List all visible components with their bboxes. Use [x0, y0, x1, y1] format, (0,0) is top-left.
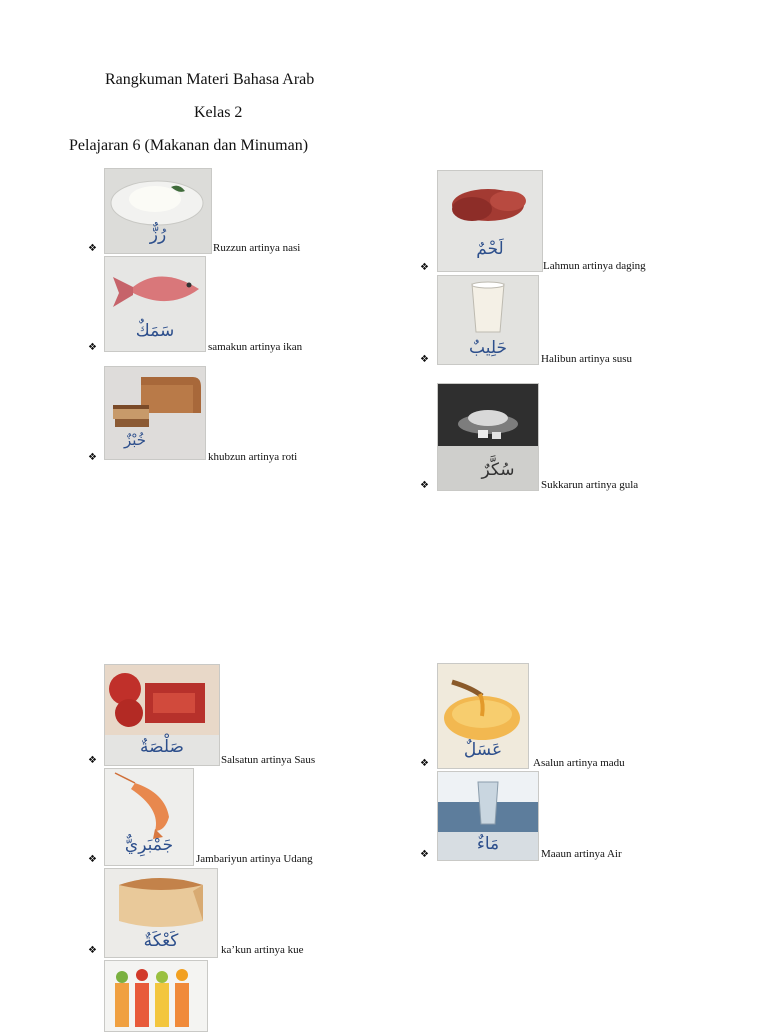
arabic-word: جَمْبَرِيٌّ — [124, 835, 174, 855]
vocab-caption: Maaun artinya Air — [541, 848, 622, 860]
vocab-caption: Salsatun artinya Saus — [221, 754, 316, 766]
lesson-title: Pelajaran 6 (Makanan dan Minuman) — [69, 137, 309, 154]
juice-glasses-icon — [105, 961, 207, 1031]
grade-label: Kelas 2 — [194, 104, 243, 121]
bullet-icon: ❖ — [88, 243, 97, 254]
bullet-icon: ❖ — [88, 452, 97, 463]
shrimp-picture-card — [104, 768, 194, 866]
sugar-picture-card — [437, 383, 539, 491]
arabic-word: لَحْمٌ — [476, 239, 504, 259]
vocab-caption: Lahmun artinya daging — [543, 260, 646, 272]
vocab-caption: Asalun artinya madu — [533, 757, 625, 769]
bullet-icon: ❖ — [420, 849, 429, 860]
vocab-caption: Halibun artinya susu — [541, 353, 633, 365]
bullet-icon: ❖ — [420, 758, 429, 769]
bullet-icon: ❖ — [420, 354, 429, 365]
arabic-word: خُبْزٌ — [123, 431, 147, 449]
bullet-icon: ❖ — [88, 945, 97, 956]
water-picture-card — [437, 771, 539, 861]
vocab-caption: ka’kun artinya kue — [221, 944, 304, 956]
vocab-caption: Ruzzun artinya nasi — [213, 242, 301, 254]
arabic-word: سَمَكٌ — [135, 321, 175, 341]
vocab-caption: Jambariyun artinya Udang — [196, 853, 313, 865]
sauce-picture-card — [104, 664, 220, 766]
bullet-icon: ❖ — [420, 262, 429, 273]
vocab-caption: samakun artinya ikan — [208, 341, 303, 353]
vocab-caption: khubzun artinya roti — [208, 451, 298, 463]
fish-picture-card — [104, 256, 206, 352]
arabic-word: عَسَلٌ — [463, 740, 503, 760]
juice-picture-card — [104, 960, 208, 1032]
meat-picture-card — [437, 170, 543, 272]
arabic-word: رُزٌّ — [149, 225, 167, 245]
bread-picture-card — [104, 366, 206, 460]
arabic-word: صَلْصَةٌ — [140, 737, 184, 757]
bullet-icon: ❖ — [88, 755, 97, 766]
arabic-word: سُكَّرٌ — [481, 460, 515, 480]
arabic-word: كَعْكَةٌ — [143, 931, 179, 951]
arabic-word: مَاءٌ — [476, 834, 500, 854]
rice-picture-card — [104, 168, 212, 254]
bullet-icon: ❖ — [88, 342, 97, 353]
cake-picture-card — [104, 868, 218, 958]
milk-picture-card — [437, 275, 539, 365]
vocab-caption: Sukkarun artinya gula — [541, 479, 639, 491]
page-title: Rangkuman Materi Bahasa Arab — [105, 71, 315, 88]
arabic-word: حَلِيبٌ — [469, 338, 507, 358]
honey-picture-card — [437, 663, 529, 769]
bullet-icon: ❖ — [88, 854, 97, 865]
bullet-icon: ❖ — [420, 480, 429, 491]
